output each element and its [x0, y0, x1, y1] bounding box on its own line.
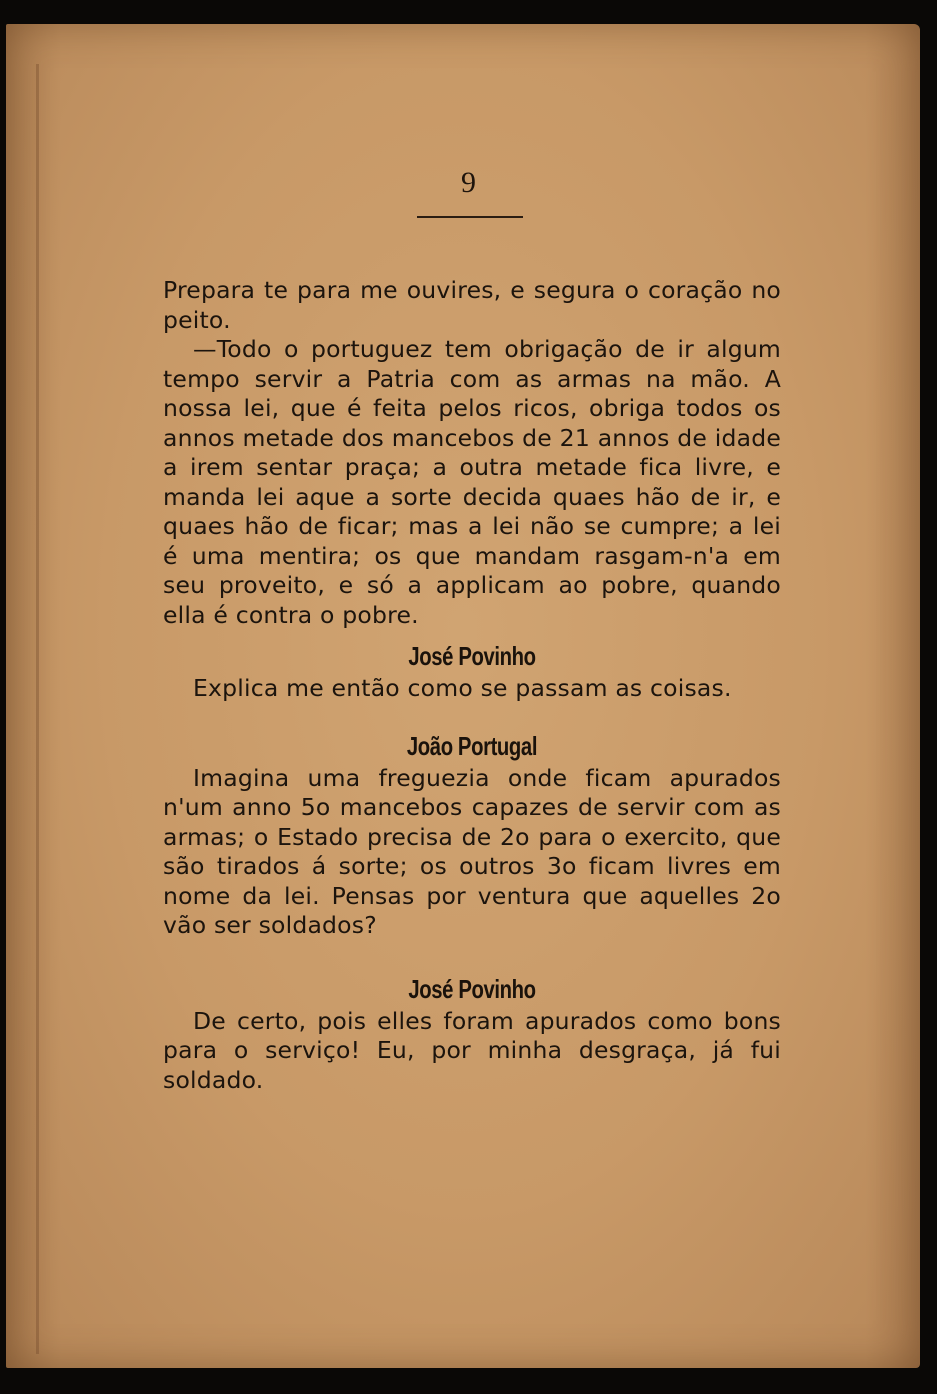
page-number-rule [417, 216, 523, 218]
speaker-joao-portugal: João Portugal [406, 730, 538, 761]
speaker-jose-povinho-2: José Povinho [408, 973, 536, 1004]
paragraph-5: De certo, pois elles foram apurados como bons para o serviço! Eu, por minha desgraça, já fui soldado. [163, 1006, 781, 1094]
page-body [163, 276, 781, 1095]
binding-edge [36, 64, 39, 1354]
paragraph-4: Imagina uma freguezia onde ficam apurados n'um anno 5o mancebos capazes de servir com as armas; o Estado precisa de 2o para o exercito, que são tirados á sorte; os outros 3o ficam livres em nome da lei. Pensas por ventura que aquelles 2o vão ser soldados? [163, 763, 781, 939]
speaker-jose-povinho-1: José Povinho [408, 641, 536, 671]
paragraph-3: Explica me então como se passam as coisas. [193, 674, 732, 702]
paragraph-1: Prepara te para me ouvires, e segura o coração no peito. [163, 276, 781, 334]
paragraph-2: —Todo o portuguez tem obrigação de ir algum tempo servir a Patria com as armas na mão. A nossa lei, que é feita pelos ricos, obriga todos os annos metade dos mancebos de 21 annos de idade a irem sentar praça; a outra metade fica livre, e manda lei aque a sorte decida quaes hão de ir, e quaes hão de ficar; mas a lei não se cumpre; a lei é uma mentira; os que mandam rasgam-n'a em seu proveito, e só a applicam ao pobre, quando ella é contra o pobre. [163, 335, 781, 629]
page-number: 9 [461, 166, 476, 199]
